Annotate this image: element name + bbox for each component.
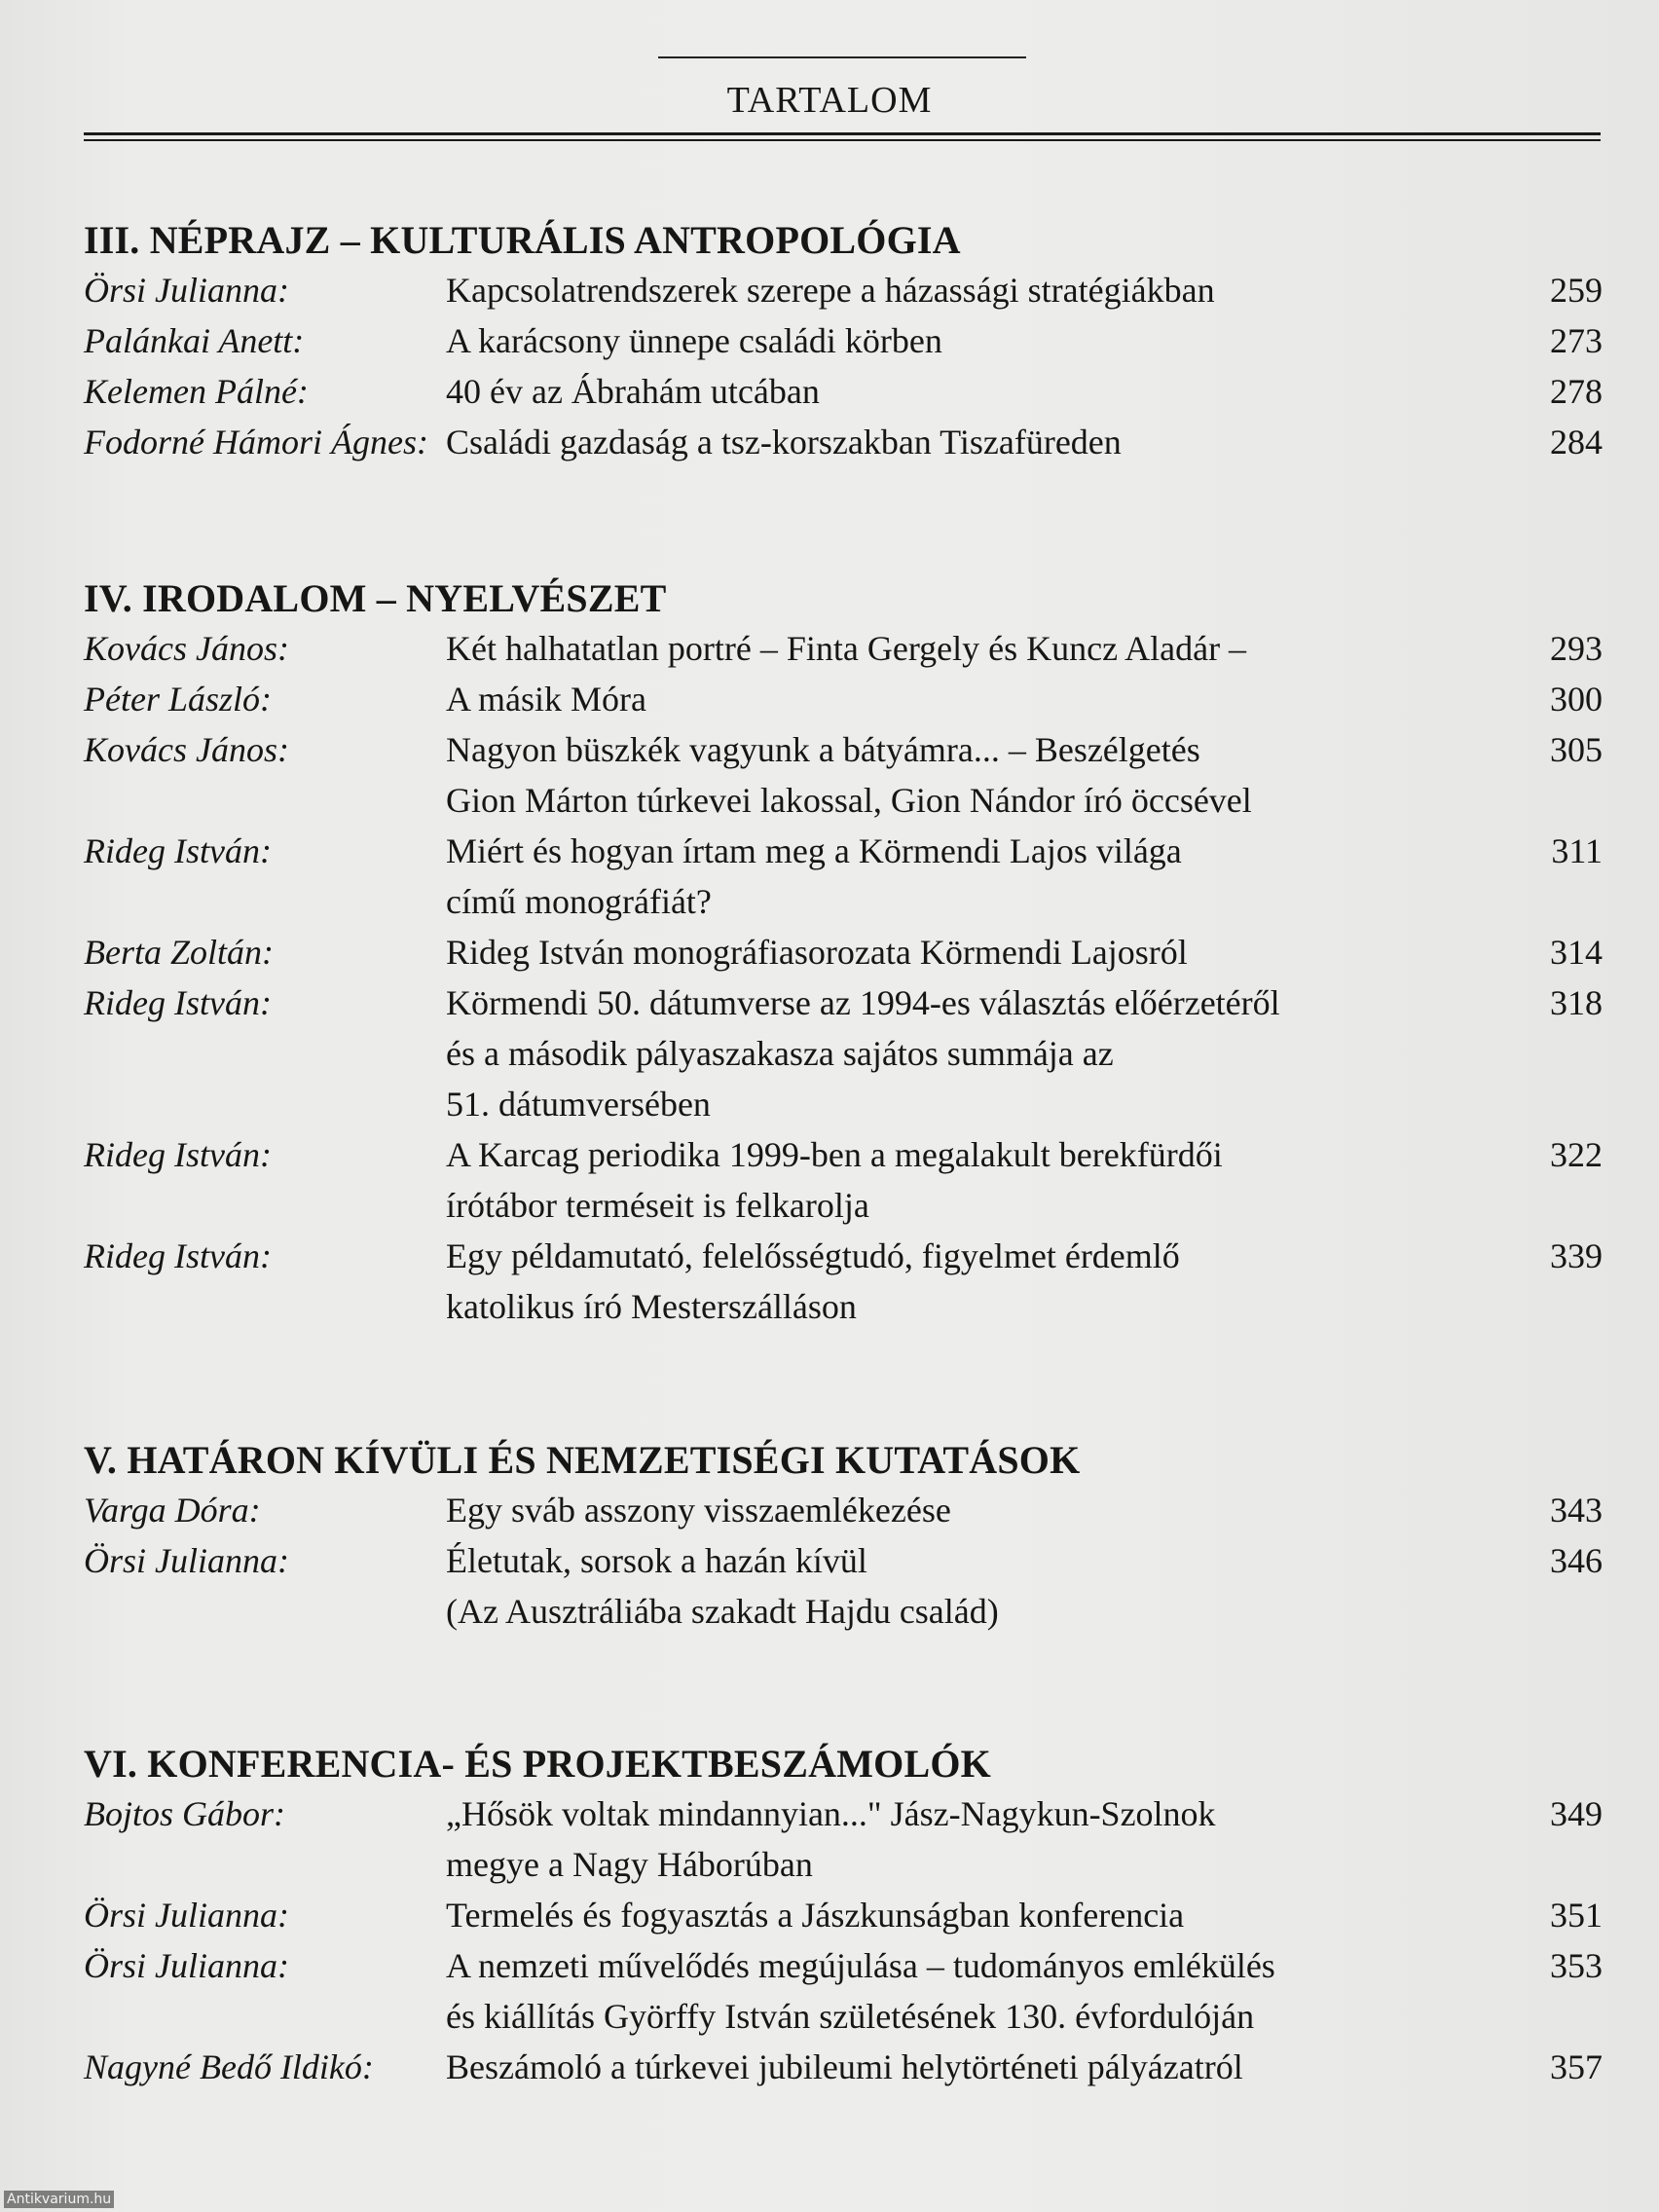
- entry-page-number: 318: [1550, 983, 1603, 1022]
- entry-page-number: 273: [1550, 321, 1603, 360]
- entry-author: Örsi Julianna:: [84, 271, 289, 310]
- entry-author: Nagyné Bedő Ildikó:: [84, 2047, 374, 2086]
- entry-title-line: A másik Móra: [446, 680, 646, 719]
- entry-title-line: 51. dátumversében: [446, 1085, 711, 1124]
- entry-page-number: 305: [1550, 730, 1603, 769]
- entry-title: [446, 265, 1515, 315]
- entry-title-line: (Az Ausztráliába szakadt Hajdu család): [446, 1592, 999, 1631]
- entry-title-line: Két halhatatlan portré – Finta Gergely és Kuncz Aladár –: [446, 629, 1247, 668]
- entry-author: Berta Zoltán:: [84, 933, 274, 972]
- entry-title-line: Nagyon büszkék vagyunk a bátyámra... – Beszélgetés: [446, 730, 1200, 769]
- header-double-rule: [84, 132, 1601, 141]
- section-title: IV. IRODALOM – NYELVÉSZET: [84, 576, 667, 620]
- entry-title-line: Miért és hogyan írtam meg a Körmendi Lajos világa: [446, 831, 1182, 870]
- entry-title: [446, 2042, 1515, 2092]
- entry-author: Rideg István:: [84, 1236, 272, 1275]
- entry-title-line: megye a Nagy Háborúban: [446, 1845, 813, 1884]
- entry-title-line: írótábor terméseit is felkarolja: [446, 1186, 869, 1225]
- toc-entry: [84, 2042, 1603, 2092]
- entry-page-number: 357: [1550, 2047, 1603, 2086]
- toc-entry: [84, 674, 1603, 724]
- entry-page-number: 353: [1550, 1946, 1603, 1985]
- watermark: Antikvarium.hu: [4, 2191, 114, 2208]
- entry-author: Örsi Julianna:: [84, 1896, 289, 1935]
- entry-title-line: A Karcag periodika 1999-ben a megalakult berekfürdői: [446, 1135, 1223, 1174]
- section-title: V. HATÁRON KÍVÜLI ÉS NEMZETISÉGI KUTATÁSOK: [84, 1438, 1081, 1482]
- entry-author: Örsi Julianna:: [84, 1541, 289, 1580]
- entry-title-line: Kapcsolatrendszerek szerepe a házassági stratégiákban: [446, 271, 1215, 310]
- entry-author: Fodorné Hámori Ágnes:: [84, 423, 428, 461]
- entry-title-line: Beszámoló a túrkevei jubileumi helytörténeti pályázatról: [446, 2047, 1243, 2086]
- toc-entry: [84, 1890, 1603, 1940]
- entry-author: Örsi Julianna:: [84, 1946, 289, 1985]
- section-title: VI. KONFERENCIA- ÉS PROJEKTBESZÁMOLÓK: [84, 1742, 991, 1786]
- entry-title: [446, 623, 1515, 674]
- toc-entry: [84, 1129, 1603, 1231]
- toc-entry: [84, 1535, 1603, 1637]
- entry-title-line: Egy sváb asszony visszaemlékezése: [446, 1491, 951, 1530]
- entry-author: Palánkai Anett:: [84, 321, 305, 360]
- entry-title-line: Termelés és fogyasztás a Jászkunságban konferencia: [446, 1896, 1185, 1935]
- toc-entry: [84, 1788, 1603, 1890]
- entry-title-line: Családi gazdaság a tsz-korszakban Tiszafüreden: [446, 423, 1122, 461]
- toc-entry: [84, 826, 1603, 927]
- toc-entry: [84, 1231, 1603, 1332]
- entry-title-line: A karácsony ünnepe családi körben: [446, 321, 942, 360]
- entry-page-number: 339: [1550, 1236, 1603, 1275]
- entry-title: [446, 724, 1515, 826]
- entry-page-number: 300: [1550, 680, 1603, 719]
- entry-author: Péter László:: [84, 680, 272, 719]
- entry-title: [446, 1231, 1515, 1332]
- entry-author: Kovács János:: [84, 629, 289, 668]
- toc-entry: [84, 417, 1603, 467]
- entry-title-line: katolikus író Mesterszálláson: [446, 1287, 857, 1326]
- entry-page-number: 322: [1550, 1135, 1603, 1174]
- entry-author: Kelemen Pálné:: [84, 372, 309, 411]
- running-head: TARTALOM: [726, 80, 933, 121]
- entry-page-number: 278: [1550, 372, 1603, 411]
- entry-title-line: 40 év az Ábrahám utcában: [446, 372, 820, 411]
- entry-title: [446, 1788, 1515, 1890]
- entry-page-number: 343: [1550, 1491, 1603, 1530]
- entry-title: [446, 1535, 1515, 1637]
- entry-page-number: 293: [1550, 629, 1603, 668]
- entry-title-line: „Hősök voltak mindannyian..." Jász-Nagykun-Szolnok: [446, 1794, 1216, 1833]
- entry-author: Rideg István:: [84, 831, 272, 870]
- toc-entry: [84, 724, 1603, 826]
- section-konferencia: [84, 1740, 1603, 2092]
- entry-page-number: 346: [1550, 1541, 1603, 1580]
- toc-entry: [84, 265, 1603, 315]
- toc-entry: [84, 623, 1603, 674]
- entry-title: [446, 927, 1515, 977]
- toc-entry: [84, 315, 1603, 366]
- entry-title-line: című monográfiát?: [446, 882, 712, 921]
- toc-entry: [84, 927, 1603, 977]
- section-title: III. NÉPRAJZ – KULTURÁLIS ANTROPOLÓGIA: [84, 218, 961, 262]
- entry-title: [446, 1890, 1515, 1940]
- entry-title-line: Rideg István monográfiasorozata Körmendi Lajosról: [446, 933, 1188, 972]
- entry-page-number: 351: [1550, 1896, 1603, 1935]
- entry-title: [446, 977, 1515, 1129]
- entry-author: Rideg István:: [84, 983, 272, 1022]
- entry-page-number: 311: [1551, 831, 1603, 870]
- section-neprajz: [84, 216, 1603, 467]
- toc-entry: [84, 366, 1603, 417]
- entry-page-number: 284: [1550, 423, 1603, 461]
- entry-author: Varga Dóra:: [84, 1491, 261, 1530]
- top-rule: [658, 56, 1026, 58]
- entry-title: [446, 417, 1515, 467]
- entry-author: Kovács János:: [84, 730, 289, 769]
- entry-page-number: 259: [1550, 271, 1603, 310]
- section-irodalom: [84, 574, 1603, 1332]
- toc-entry: [84, 1940, 1603, 2042]
- entry-page-number: 349: [1550, 1794, 1603, 1833]
- toc-entry: [84, 1485, 1603, 1535]
- entry-title: [446, 1485, 1515, 1535]
- entry-title: [446, 1129, 1515, 1231]
- entry-author: Bojtos Gábor:: [84, 1794, 285, 1833]
- entry-title: [446, 315, 1515, 366]
- entry-title-line: és kiállítás Györffy István születésének 130. évfordulóján: [446, 1997, 1255, 2036]
- entry-title: [446, 674, 1515, 724]
- entry-title: [446, 826, 1515, 927]
- entry-title-line: Egy példamutató, felelősségtudó, figyelmet érdemlő: [446, 1236, 1180, 1275]
- entry-title: [446, 366, 1515, 417]
- entry-title-line: és a második pályaszakasza sajátos summája az: [446, 1034, 1114, 1073]
- entry-author: Rideg István:: [84, 1135, 272, 1174]
- section-hataron-kivuli: [84, 1436, 1603, 1637]
- toc-entry: [84, 977, 1603, 1129]
- entry-page-number: 314: [1550, 933, 1603, 972]
- entry-title-line: Életutak, sorsok a hazán kívül: [446, 1541, 867, 1580]
- entry-title-line: Gion Márton túrkevei lakossal, Gion Nándor író öccsével: [446, 781, 1252, 820]
- entry-title: [446, 1940, 1515, 2042]
- entry-title-line: A nemzeti művelődés megújulása – tudományos emlékülés: [446, 1946, 1275, 1985]
- entry-title-line: Körmendi 50. dátumverse az 1994-es választás előérzetéről: [446, 983, 1280, 1022]
